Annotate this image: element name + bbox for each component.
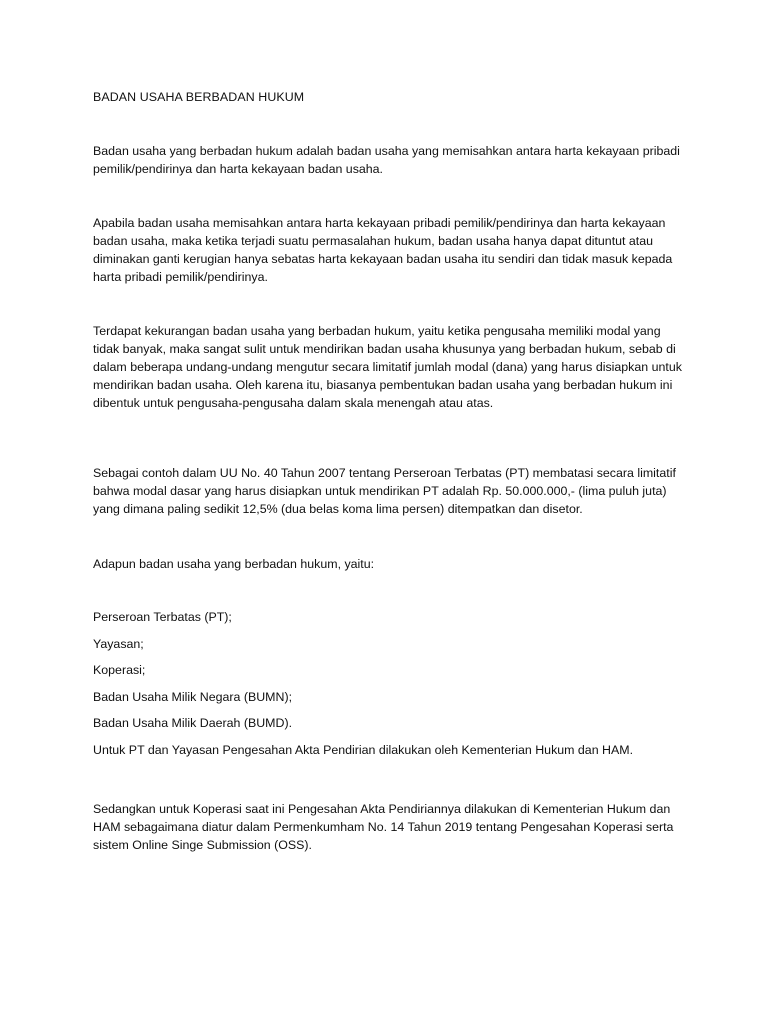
paragraph-list-intro: Adapun badan usaha yang berbadan hukum, yaitu: xyxy=(93,557,375,571)
entity-list xyxy=(93,608,693,767)
document-title: BADAN USAHA BERBADAN HUKUM xyxy=(93,90,305,104)
list-item: Yayasan; xyxy=(93,636,144,651)
paragraph-definition: Badan usaha yang berbadan hukum adalah badan usaha yang memisahkan antara harta kekayaan pribadi pemilik/pendirinya dan harta kekayaan badan usaha. xyxy=(93,144,680,176)
paragraph-liability: Apabila badan usaha memisahkan antara harta kekayaan pribadi pemilik/pendirinya dan harta kekayaan badan usaha, maka ketika terjadi suatu permasalahan hukum, badan usaha hanya dapat dituntut atau diminakan ganti kerugian hanya sebatas harta kekayaan badan usaha itu sendiri dan tidak masuk kepada harta pribadi pemilik/pendirinya. xyxy=(93,216,673,284)
paragraph-closing: Sedangkan untuk Koperasi saat ini Pengesahan Akta Pendiriannya dilakukan di Kementerian Hukum dan HAM sebagaimana diatur dalam Permenkumham No. 14 Tahun 2019 tentang Pengesahan Koperasi serta sistem Online Singe Submission (OSS). xyxy=(93,802,674,852)
paragraph-example: Sebagai contoh dalam UU No. 40 Tahun 2007 tentang Perseroan Terbatas (PT) membatasi secara limitatif bahwa modal dasar yang harus disiapkan untuk mendirikan PT adalah Rp. 50.000.000,- (lima puluh juta) yang dimana paling sedikit 12,5% (dua belas koma lima persen) ditempatkan dan disetor. xyxy=(93,466,676,516)
paragraph-drawback: Terdapat kekurangan badan usaha yang berbadan hukum, yaitu ketika pengusaha memiliki modal yang tidak banyak, maka sangat sulit untuk mendirikan badan usaha khusunya yang berbadan hukum, sebab di dalam beberapa undang-undang mengutur secara limitatif jumlah modal (dana) yang harus disiapkan untuk mendirikan badan usaha. Oleh karena itu, biasanya pembentukan badan usaha yang berbadan hukum ini dibentuk untuk pengusaha-pengusaha dalam skala menengah atau atas. xyxy=(93,324,682,410)
list-item: Badan Usaha Milik Daerah (BUMD). xyxy=(93,716,293,730)
list-item: Badan Usaha Milik Negara (BUMN); xyxy=(93,689,293,704)
list-item: Perseroan Terbatas (PT); xyxy=(93,610,232,624)
list-item: Untuk PT dan Yayasan Pengesahan Akta Pendirian dilakukan oleh Kementerian Hukum dan HAM. xyxy=(93,742,634,757)
list-item: Koperasi; xyxy=(93,663,146,677)
